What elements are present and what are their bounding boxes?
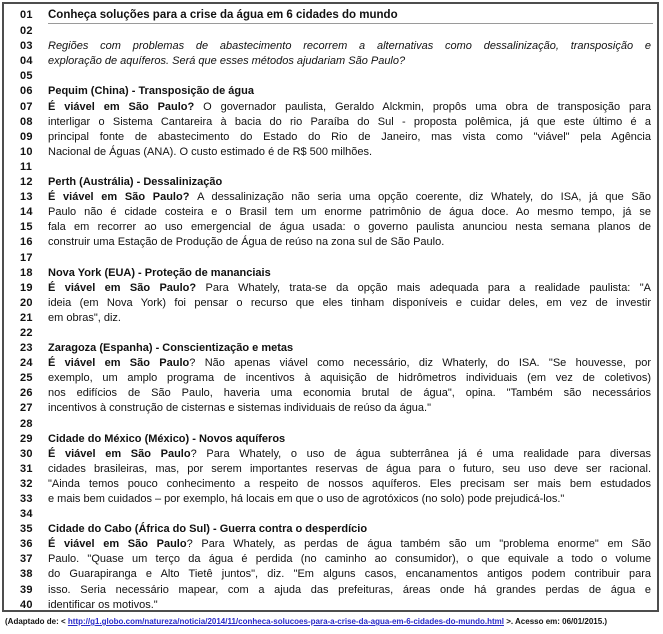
line-number: 29	[20, 432, 33, 445]
line-text	[48, 190, 653, 205]
line-text	[48, 598, 653, 613]
citation-prefix: (Adaptado de: <	[5, 617, 68, 626]
document-line	[6, 462, 653, 477]
document-line	[6, 160, 653, 175]
line-number: 34	[20, 508, 33, 521]
line-text	[48, 583, 653, 598]
line-text	[48, 220, 653, 235]
document-line	[6, 341, 653, 356]
line-number: 17	[20, 251, 33, 264]
document-line	[6, 552, 653, 567]
line-text	[48, 522, 653, 537]
line-number: 33	[20, 493, 33, 505]
document-line	[6, 432, 653, 447]
line-text	[48, 401, 653, 416]
text-segment: nos edifícios de São Paulo, haveria uma economia brutal de água", opina. "Também são necessários	[48, 387, 651, 400]
line-number: 40	[20, 598, 33, 611]
document-line	[6, 537, 653, 552]
document-line	[6, 522, 653, 537]
text-segment: É viável em São Paulo	[48, 447, 191, 460]
line-text	[48, 100, 653, 115]
line-number: 22	[20, 326, 33, 339]
line-number: 06	[20, 85, 33, 98]
line-number: 26	[20, 387, 33, 400]
document-line	[6, 175, 653, 190]
text-segment: Paulo. "Quase um terço da água é perdida (no caminho ao consumidor), o que equivale a todo o volume	[48, 553, 651, 566]
line-number: 25	[20, 372, 33, 385]
line-number: 31	[20, 462, 33, 475]
document-line	[6, 386, 653, 401]
line-text	[48, 115, 653, 130]
line-number: 30	[20, 447, 33, 460]
document-line	[6, 251, 653, 266]
text-segment: exploração de aquíferos. Será que esses métodos ajudariam São Paulo?	[48, 55, 406, 68]
line-number: 18	[20, 266, 33, 279]
line-number: 37	[20, 553, 33, 566]
line-text	[48, 281, 653, 296]
document-line	[6, 401, 653, 416]
line-text	[48, 386, 653, 401]
document-line	[6, 477, 653, 492]
text-segment: Conheça soluções para a crise da água em 6 cidades do mundo	[48, 9, 398, 21]
line-number: 11	[20, 160, 33, 173]
line-text	[48, 84, 653, 99]
text-segment: e mais bem cuidados – por exemplo, há locais em que o uso de agrotóxicos (no solo) pode prejudicá-los."	[48, 493, 565, 505]
line-text	[48, 417, 653, 432]
line-number: 36	[20, 538, 33, 551]
text-segment: Nova York (EUA) - Proteção de mananciais	[48, 266, 271, 279]
line-number: 12	[20, 176, 33, 189]
line-number: 19	[20, 281, 33, 294]
line-number: 10	[20, 145, 33, 158]
document-line	[6, 583, 653, 598]
text-segment: Cidade do Cabo (África do Sul) - Guerra contra o desperdício	[48, 523, 368, 536]
line-text	[48, 39, 653, 54]
line-text	[48, 447, 653, 462]
document-line	[6, 130, 653, 145]
document-line	[6, 145, 653, 160]
line-text	[48, 552, 653, 567]
text-segment: ? Para Whately, as perdas de água também são um "problema enorme" em São	[186, 538, 651, 551]
line-text	[48, 341, 653, 356]
document-line	[6, 190, 653, 205]
line-number: 02	[20, 25, 33, 38]
text-segment: construir uma Estação de Produção de Água de reúso na zona sul de São Paulo.	[48, 236, 445, 249]
text-segment: A dessalinização não seria uma opção coerente, diz Whately, do ISA, já que São	[197, 191, 651, 204]
line-number: 24	[20, 357, 33, 370]
document-line	[6, 417, 653, 432]
document-line	[6, 371, 653, 386]
document-line	[6, 567, 653, 582]
line-text	[48, 24, 653, 39]
line-number: 20	[20, 296, 33, 309]
text-segment: identificar os motivos."	[48, 598, 158, 611]
line-text	[48, 69, 653, 84]
line-text	[48, 251, 653, 266]
line-text	[48, 492, 653, 507]
text-segment: O governador paulista, Geraldo Alckmin, propôs uma obra de transposição para	[203, 100, 651, 113]
document-line	[6, 8, 653, 24]
document-box	[2, 2, 659, 612]
text-segment: É viável em São Paulo	[48, 538, 187, 551]
text-segment: ideia (em Nova York) foi pensar o recurso que eles tinham disponíveis e cuidar deles, em vez de investir	[48, 296, 651, 309]
line-number: 39	[20, 583, 33, 596]
line-number: 08	[20, 115, 33, 128]
line-text	[48, 235, 653, 250]
citation-suffix: >. Acesso em: 06/01/2015.)	[503, 617, 608, 626]
line-number: 15	[20, 221, 33, 234]
document-line	[6, 296, 653, 311]
document-line	[6, 54, 653, 69]
text-segment: fala em recorrer ao uso emergencial de água usada: o governo paulista anunciou nesta semana planos de	[48, 221, 651, 234]
text-segment: Cidade do México (México) - Novos aquíferos	[48, 432, 286, 445]
line-number: 16	[20, 236, 33, 249]
line-text	[48, 266, 653, 281]
document-line	[6, 311, 653, 326]
line-number: 23	[20, 342, 33, 355]
line-text	[48, 296, 653, 311]
text-segment: ? Para Whately, o uso de água subterrânea já é uma realidade para diversas	[190, 447, 652, 460]
line-number: 32	[20, 477, 33, 490]
line-number: 07	[20, 100, 33, 113]
document-line	[6, 326, 653, 341]
line-number: 13	[20, 191, 33, 204]
text-segment: incentivos à construção de cisternas e sistemas individuais de reúso da água."	[48, 402, 432, 415]
source-link[interactable]: http://g1.globo.com/natureza/noticia/2014/11/conheca-solucoes-para-a-crise-da-agua-em-6-cidades-do-mundo.html	[67, 617, 504, 626]
text-segment: interligar o Sistema Cantareira à bacia do rio Paraíba do Sul - proposta polêmica, já que este último é a	[48, 115, 651, 128]
document-line	[6, 205, 653, 220]
text-segment: principal fonte de abastecimento do Estado do Rio de Janeiro, mas vista como "viável" pela Agência	[48, 130, 651, 143]
document-line	[6, 100, 653, 115]
document-line	[6, 115, 653, 130]
line-text	[48, 477, 653, 492]
text-segment: É viável em São Paulo?	[48, 191, 198, 204]
text-segment: exemplo, um amplo programa de incentivos à aquisição de hidrômetros individuais (em vez de coletivos)	[48, 372, 651, 385]
text-segment: Paulo não é cidade costeira e o Brasil tem um enorme patrimônio de água doce. Ao mesmo tempo, já se	[48, 206, 651, 219]
line-text	[48, 8, 653, 24]
line-text	[48, 537, 653, 552]
document-line	[6, 492, 653, 507]
line-number: 38	[20, 568, 33, 581]
document-line	[6, 69, 653, 84]
line-number: 04	[20, 55, 33, 68]
document-line	[6, 24, 653, 39]
line-text	[48, 432, 653, 447]
line-number: 05	[20, 70, 33, 83]
document-line	[6, 39, 653, 54]
line-number: 09	[20, 130, 33, 143]
document-lines	[6, 8, 653, 613]
document-line	[6, 266, 653, 281]
line-text	[48, 175, 653, 190]
text-segment: É viável em São Paulo	[48, 357, 190, 370]
line-text	[48, 326, 653, 341]
document-line	[6, 84, 653, 99]
document-line	[6, 598, 653, 613]
text-segment: Para Whately, trata-se da opção mais adequada para a realidade paulista: "A	[205, 281, 651, 294]
document-line	[6, 281, 653, 296]
line-text	[48, 507, 653, 522]
text-segment: do Guarapiranga e Alto Tietê juntos", diz. "Em alguns casos, encanamentos antigos podem contribuir para	[48, 568, 651, 581]
source-citation	[5, 617, 658, 626]
text-segment: "Ainda temos pouco conhecimento a respeito de nossos aquíferos. Eles precisam ser mais bem estudados	[48, 477, 651, 490]
text-segment: Perth (Austrália) - Dessalinização	[48, 176, 223, 189]
text-segment: Zaragoza (Espanha) - Conscientização e metas	[48, 342, 294, 355]
line-text	[48, 54, 653, 69]
document-line	[6, 507, 653, 522]
line-text	[48, 205, 653, 220]
line-text	[48, 356, 653, 371]
line-number: 01	[20, 9, 33, 21]
text-segment: É viável em São Paulo?	[48, 100, 204, 113]
line-number: 03	[20, 40, 33, 53]
text-segment: Nacional de Águas (ANA). O custo estimado é de R$ 500 milhões.	[48, 145, 373, 158]
line-text	[48, 567, 653, 582]
text-segment: Regiões com problemas de abastecimento recorrem a alternativas como dessalinização, transposição e	[48, 40, 651, 53]
line-number: 27	[20, 402, 33, 415]
line-text	[48, 311, 653, 326]
line-text	[48, 371, 653, 386]
document-line	[6, 235, 653, 250]
line-number: 28	[20, 417, 33, 430]
text-segment: Pequim (China) - Transposição de água	[48, 85, 254, 98]
text-segment: ? Não apenas viável como necessário, diz Whaterly, do ISA. "Se houvesse, por	[189, 357, 651, 370]
document-line	[6, 447, 653, 462]
line-number: 14	[20, 206, 33, 219]
text-segment: cidades brasileiras, mas, por serem importantes reservas de água para o futuro, seu uso deve ser racional.	[48, 462, 651, 475]
text-segment: É viável em São Paulo?	[48, 281, 206, 294]
line-text	[48, 145, 653, 160]
text-segment: isso. Seria necessário mapear, com a ajuda das prefeituras, áreas onde há grandes perdas de água e	[48, 583, 651, 596]
line-number: 21	[20, 311, 33, 324]
line-text	[48, 160, 653, 175]
text-segment: em obras", diz.	[48, 311, 121, 324]
line-text	[48, 130, 653, 145]
document-line	[6, 356, 653, 371]
line-number: 35	[20, 523, 33, 536]
line-text	[48, 462, 653, 477]
document-line	[6, 220, 653, 235]
